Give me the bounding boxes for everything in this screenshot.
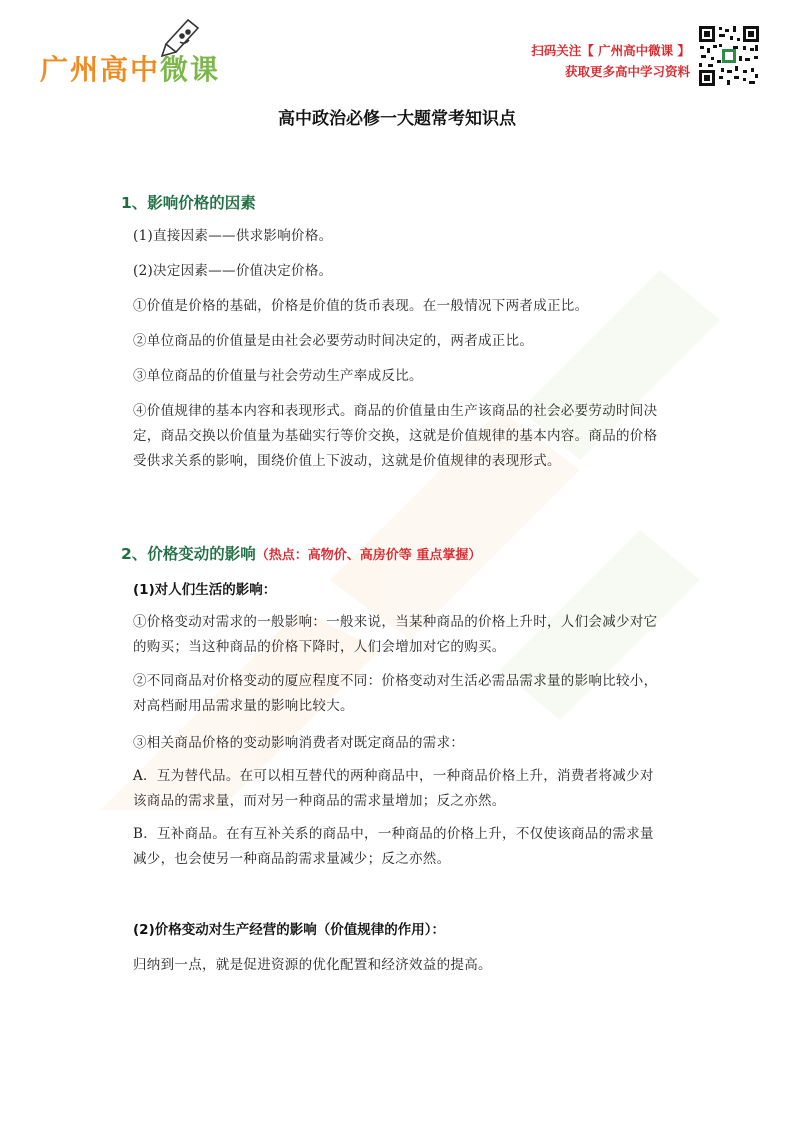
site-logo <box>40 48 220 88</box>
promo-line-1: 扫码关注【 广州高中微课 】 <box>531 43 690 58</box>
section-2-subheading-1: (1)对人们生活的影响： <box>133 582 277 598</box>
section-2-para-2: ②不同商品对价格变动的厦应程度不同：价格变动对生活必需品需求量的影响比较小，对高档耐用品需求量的影响比较大。 <box>133 673 658 714</box>
promo-text <box>531 40 690 82</box>
section-2-para-5: B．互补商品。在有互补关系的商品中，一种商品的价格上升，不仅使该商品的需求量减少，也会使另一种商品韵需求量减少；反之亦然。 <box>133 826 654 867</box>
qr-code-icon[interactable] <box>697 24 761 88</box>
section-2-para-1: ①价格变动对需求的一般影响：一般来说，当某种商品的价格上升时，人们会减少对它的购买；当这种商品的价格下降时，人们会增加对它的购买。 <box>133 614 658 655</box>
section-1-para-1: (1)直接因素——供求影响价格。 <box>133 228 333 244</box>
section-2-para-4: A．互为替代品。在可以相互替代的两种商品中，一种商品价格上升，消费者将减少对该商品的需求量，而对另一种商品的需求量增加；反之亦然。 <box>133 768 654 809</box>
section-2-heading <box>121 542 481 564</box>
section-1-para-6: ④价值规律的基本内容和表现形式。商品的价值量由生产该商品的社会必要劳动时间决定，商品交换以价值量为基础实行等价交换，这就是价值规律的基本内容。商品的价格受供求关系的影响，围绕价值上下波动，这就是价值规律的表现形式。 <box>133 403 658 469</box>
section-1-para-3: ①价值是价格的基础，价格是价值的货币表现。在一般情况下两者成正比。 <box>133 298 589 314</box>
section-1-para-2: (2)决定因素——价值决定价格。 <box>133 263 333 279</box>
section-2-final-para: 归纳到一点，就是促进资源的优化配置和经济效益的提高。 <box>133 957 492 973</box>
promo-line-2: 获取更多高中学习资料 <box>564 64 690 79</box>
hot-topic-note: （热点：高物价、高房价等 重点掌握） <box>255 548 482 563</box>
section-2-heading-text: 2、价格变动的影响 <box>121 545 256 563</box>
logo-text-main: 广州高中 <box>40 53 161 86</box>
section-1-para-4: ②单位商品的价值量是由社会必要劳动时间决定的，两者成正比。 <box>133 333 534 349</box>
section-1-heading: 1、影响价格的因素 <box>121 194 256 212</box>
section-1-para-5: ③单位商品的价值量与社会劳动生产率成反比。 <box>133 368 423 384</box>
logo-text-accent: 微课 <box>160 53 221 86</box>
section-2-para-3: ③相关商品价格的变动影响消费者对既定商品的需求： <box>133 735 465 751</box>
page-title: 高中政治必修一大题常考知识点 <box>278 109 516 129</box>
section-2-subheading-2: (2)价格变动对生产经营的影响（价值规律的作用）： <box>133 922 445 938</box>
page-header <box>0 0 794 100</box>
